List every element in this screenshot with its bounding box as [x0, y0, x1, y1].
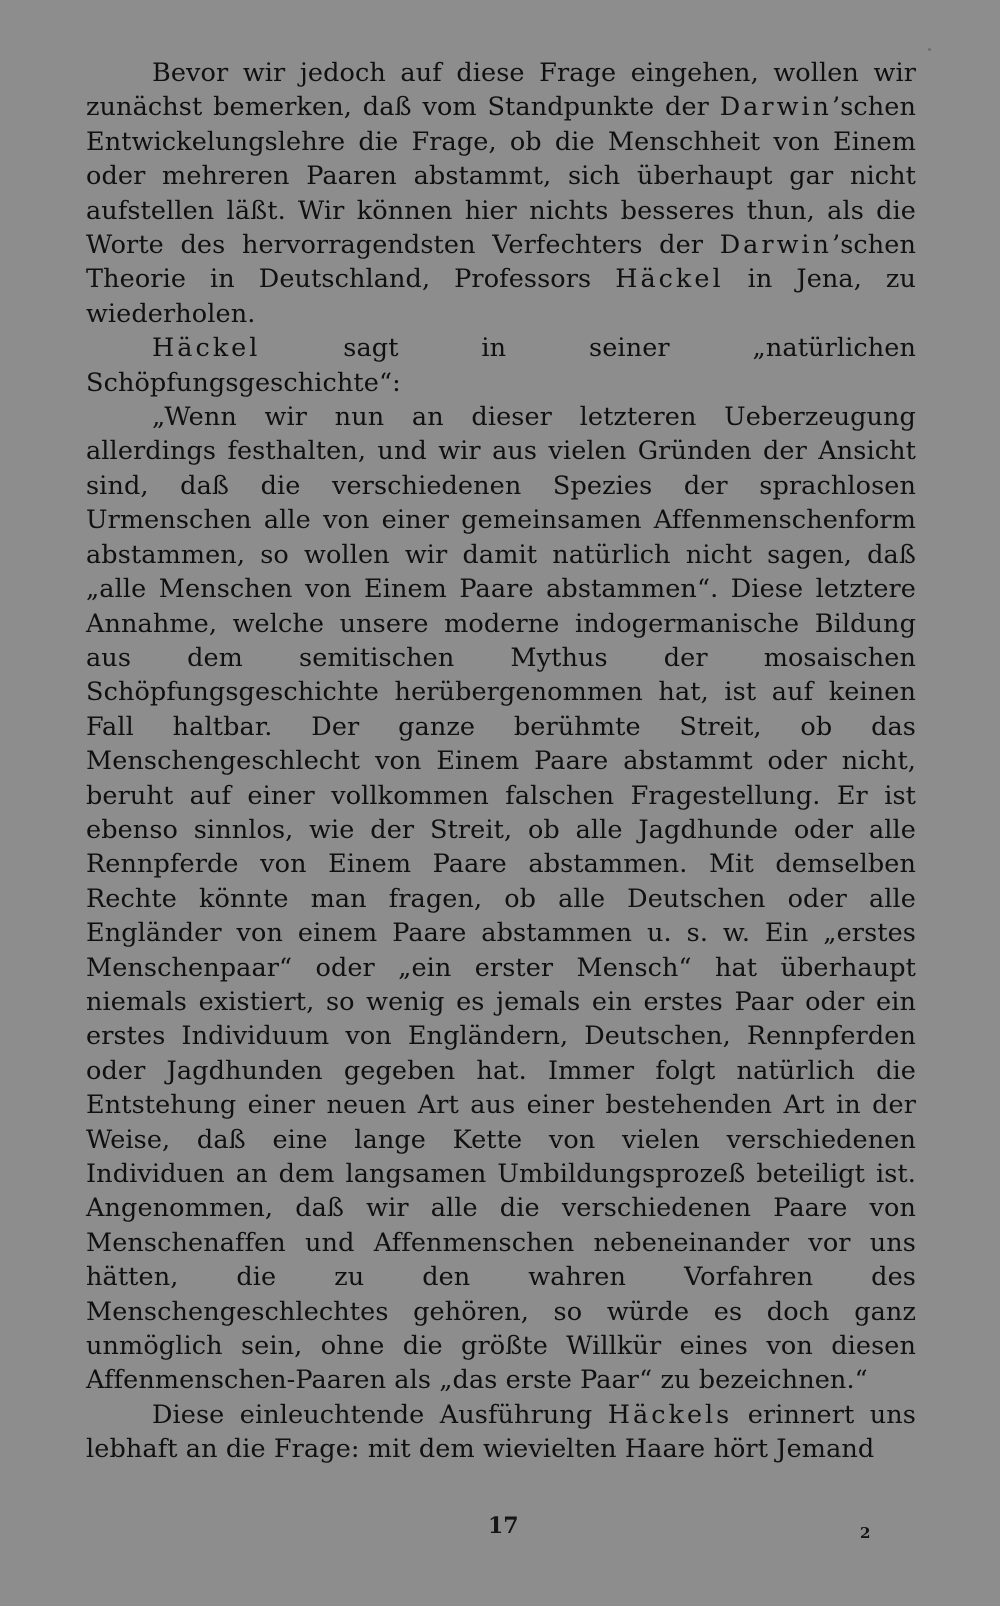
emphasized-name: Häckels [607, 1399, 733, 1430]
text-segment: sagt in seiner „natürlichen Schöpfungsgeschichte“: [86, 333, 916, 398]
quotation-paragraph [86, 400, 916, 1398]
text-segment: Bevor wir jedoch auf diese Frage eingehen, wollen wir zunächst bemerken, daß vom Standpunkte der [86, 58, 916, 123]
page-number: 17 [488, 1513, 519, 1539]
text-segment: „Wenn wir nun an dieser letzteren Ueberzeugung allerdings festhalten, und wir aus vielen Gründen der Ansicht sind, daß die verschiedenen Spezies der sprachlosen Urmenschen alle von einer gemeinsamen Affenmenschenform abstammen, so wollen wir damit natürlich nicht sagen, daß „alle Menschen von Einem Paare abstammen“. Diese letztere Annahme, welche unsere moderne indogermanische Bildung aus dem semitischen Mythus der mosaischen Schöpfungsgeschichte herübergenommen hat, ist auf keinen Fall haltbar. Der ganze berühmte Streit, ob das Menschengeschlecht von Einem Paare abstammt oder nicht, beruht auf einer vollkommen falschen Fragestellung. Er ist ebenso sinnlos, wie der Streit, ob alle Jagdhunde oder alle Rennpferde von Einem Paare abstammen. Mit demselben Rechte könnte man fragen, ob alle Deutschen oder alle Engländer von einem Paare abstammen u. s. w. Ein „erstes Menschenpaar“ oder „ein erster Mensch“ hat überhaupt niemals existiert, so wenig es jemals ein erstes Paar oder ein erstes Individuum von Engländern, Deutschen, Rennpferden oder Jagdhunden gegeben hat. Immer folgt natürlich die Entstehung einer neuen Art aus einer bestehenden Art in der Weise, daß eine lange Kette von vielen verschiedenen Individuen an dem langsamen Umbildungsprozeß beteiligt ist. Angenommen, daß wir alle die verschiedenen Paare von Menschenaffen und Affenmenschen nebeneinander vor uns hätten, die zu den wahren Vorfahren des Menschengeschlechtes gehören, so würde es doch ganz unmöglich sein, ohne die größte Willkür eines von diesen Affenmenschen-Paaren als „das erste Paar“ zu bezeichnen.“ [86, 402, 916, 1396]
emphasized-name: Darwin [719, 92, 832, 123]
emphasized-name: Darwin [719, 230, 832, 261]
body-text [86, 56, 916, 1467]
text-segment: in Jena, zu wiederholen. [86, 264, 916, 329]
text-segment: ’schen Entwickelungslehre die Frage, ob die Menschheit von Einem oder mehreren Paaren abstammt, sich überhaupt gar nicht aufstellen läßt. Wir können hier nichts besseres thun, als die Worte des hervorragendsten Verfechters der [86, 92, 916, 261]
paragraph-4 [86, 1398, 916, 1467]
signature-mark: 2 [860, 1524, 871, 1542]
emphasized-name: Häckel [615, 264, 724, 295]
text-segment: Diese einleuchtende Ausführung [152, 1399, 608, 1430]
text-segment: ’schen Theorie in Deutschland, Professors [86, 230, 916, 295]
paper-speck [928, 48, 931, 51]
paragraph-1 [86, 56, 916, 331]
paragraph-2 [86, 331, 916, 400]
emphasized-name: Häckel [152, 333, 261, 364]
text-segment: erinnert uns lebhaft an die Frage: mit dem wievielten Haare hört Jemand [86, 1399, 916, 1465]
